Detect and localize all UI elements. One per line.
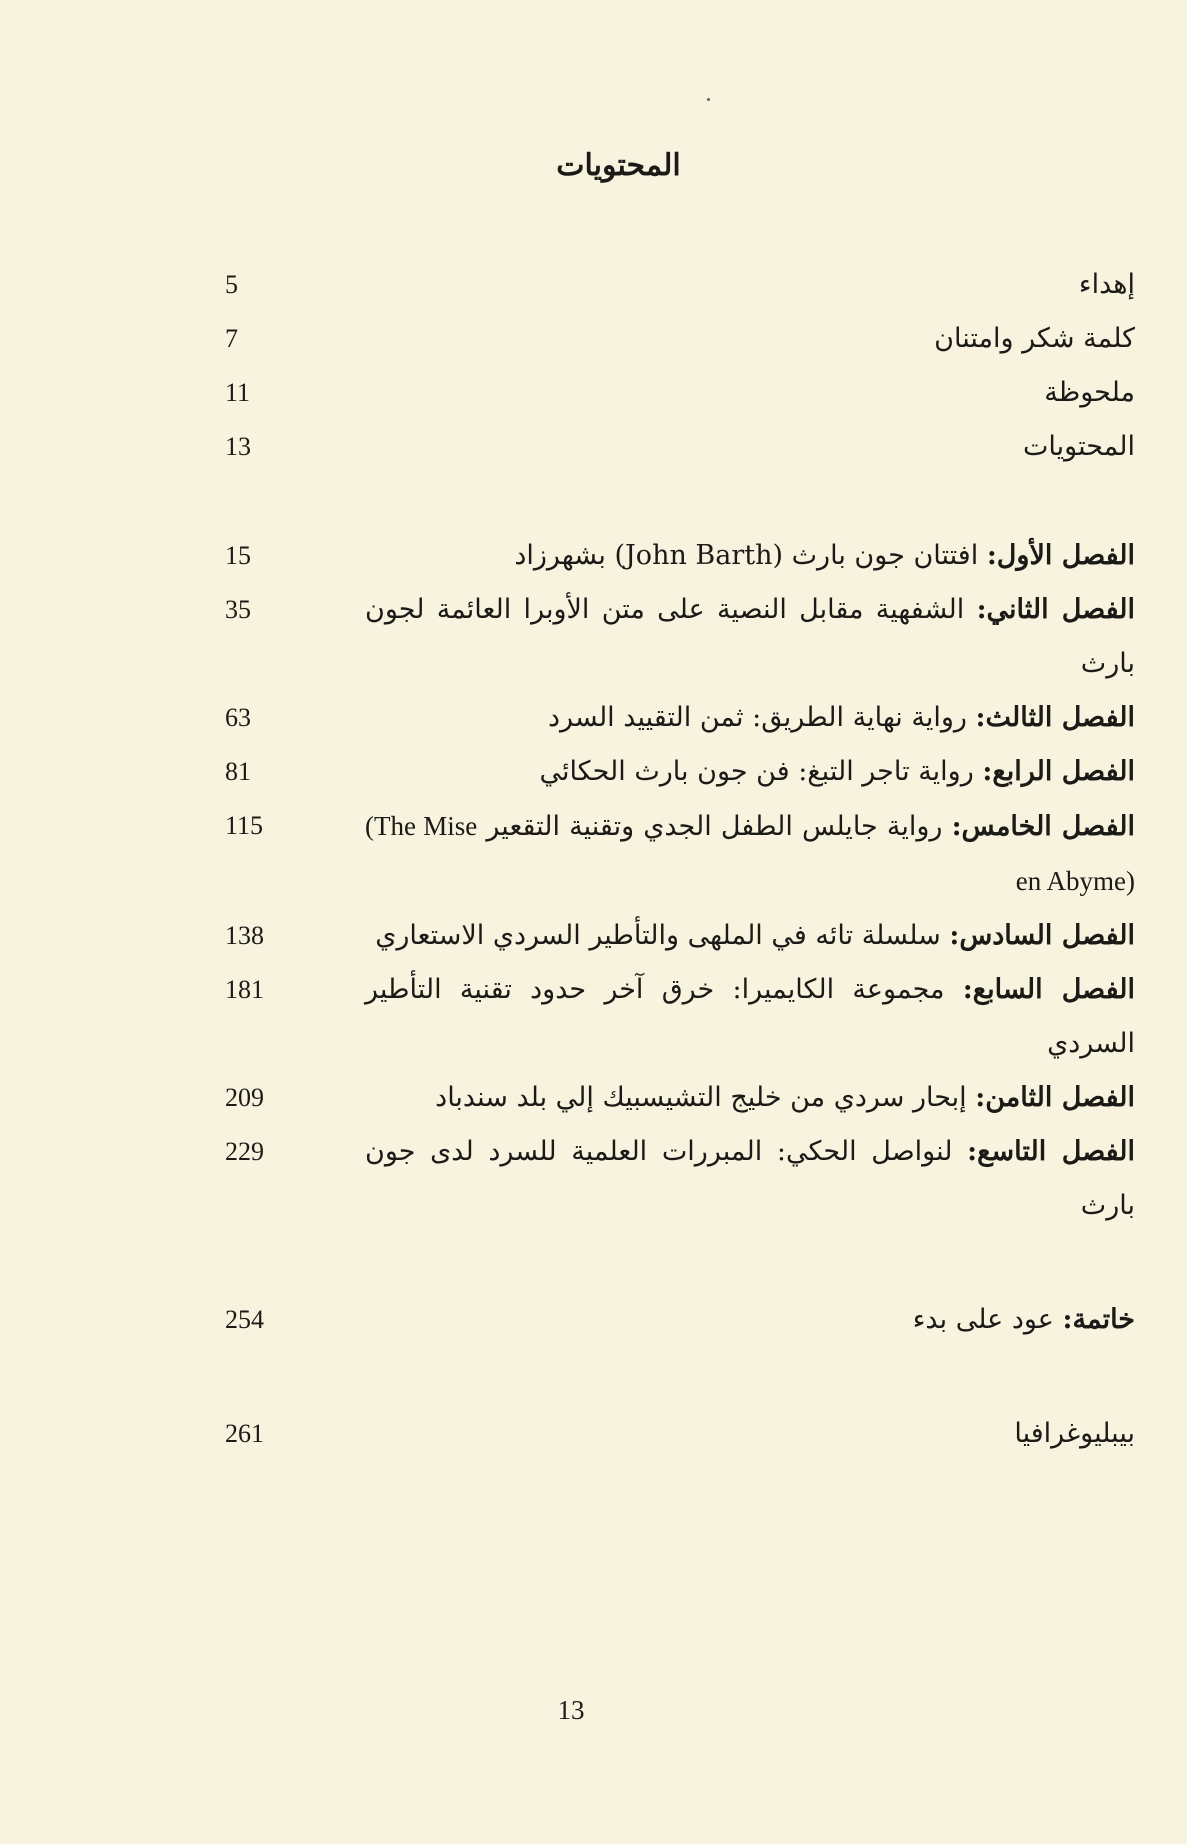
toc-entry-chapter-4 <box>225 745 1135 799</box>
toc-page-number: 7 <box>225 324 238 353</box>
chapter-label: الفصل الأول: <box>986 540 1135 571</box>
toc-entry-chapter-1 <box>225 529 1135 583</box>
chapter-label: الفصل السابع: <box>962 974 1135 1005</box>
toc-entry-title <box>365 963 1135 1071</box>
toc-entry-chapter-8 <box>225 1071 1135 1125</box>
toc-entry-title <box>365 529 1135 583</box>
chapter-label: خاتمة: <box>1062 1304 1135 1335</box>
toc-entry-title <box>365 691 1135 745</box>
toc-page-number: 15 <box>225 541 251 570</box>
chapter-label: الفصل الثامن: <box>975 1082 1135 1113</box>
chapter-label: الفصل الثاني: <box>976 594 1135 625</box>
chapter-label: الفصل الرابع: <box>982 756 1135 787</box>
chapter-title-latin: (The Mise en Abyme) <box>365 811 1135 896</box>
toc-page-number: 261 <box>225 1419 264 1448</box>
chapter-title: افتتان جون بارث (John Barth) بشهرزاد <box>514 540 979 571</box>
toc-page-number: 5 <box>225 270 238 299</box>
toc-page-number: 115 <box>225 811 264 840</box>
toc-entry-title: بيبليوغرافيا <box>1014 1418 1135 1449</box>
toc-page-number: 209 <box>225 1083 264 1112</box>
chapter-title: رواية جايلس الطفل الجدي وتقنية التقعير <box>486 811 943 842</box>
toc-entry-title: إهداء <box>1078 269 1135 300</box>
toc-entry-note <box>225 366 1135 420</box>
toc-page-number: 11 <box>225 378 251 407</box>
print-speck <box>707 98 710 101</box>
toc-entry-chapter-7 <box>225 963 1135 1071</box>
toc-entry-chapter-5 <box>225 799 1135 909</box>
chapter-label: الفصل التاسع: <box>967 1136 1135 1167</box>
toc-page-number: 254 <box>225 1305 264 1334</box>
chapter-title: لنواصل الحكي: المبررات العلمية للسرد لدى جون بارث <box>365 1136 1135 1221</box>
page-number: 13 <box>557 1695 585 1725</box>
toc-entry-bibliography <box>225 1407 1135 1461</box>
toc-entry-title: كلمة شكر وامتنان <box>934 323 1135 354</box>
toc-entry-chapter-2 <box>225 583 1135 691</box>
toc-entry-title <box>365 799 1135 909</box>
chapter-label: الفصل الثالث: <box>975 702 1135 733</box>
toc-entry-title <box>365 745 1135 799</box>
page-title: المحتويات <box>556 148 681 183</box>
table-of-contents <box>225 258 1135 1461</box>
toc-entry-title <box>365 1125 1135 1233</box>
toc-page-number: 35 <box>225 595 251 624</box>
toc-page-number: 229 <box>225 1137 264 1166</box>
chapter-title: إبحار سردي من خليج التشيسبيك إلي بلد سندباد <box>435 1082 967 1113</box>
toc-entry-title: المحتويات <box>1022 431 1135 462</box>
toc-page-number: 81 <box>225 757 251 786</box>
toc-entry-title <box>365 583 1135 691</box>
toc-entry-conclusion <box>225 1293 1135 1347</box>
toc-entry-contents <box>225 420 1135 474</box>
toc-entry-title <box>365 1071 1135 1125</box>
toc-page-number: 138 <box>225 921 264 950</box>
toc-entry-acknowledgements <box>225 312 1135 366</box>
toc-entry-chapter-9 <box>225 1125 1135 1233</box>
toc-entry-chapter-3 <box>225 691 1135 745</box>
toc-entry-title <box>365 909 1135 963</box>
chapter-title: رواية تاجر التبغ: فن جون بارث الحكائي <box>539 756 974 787</box>
toc-entry-dedication <box>225 258 1135 312</box>
toc-entry-title <box>365 1293 1135 1347</box>
chapter-title: عود على بدء <box>912 1304 1054 1335</box>
chapter-title: الشفهية مقابل النصية على متن الأوبرا العائمة لجون بارث <box>365 594 1135 679</box>
toc-page-number: 63 <box>225 703 251 732</box>
toc-page-number: 13 <box>225 432 251 461</box>
toc-page-number: 181 <box>225 975 264 1004</box>
chapter-title: سلسلة تائه في الملهى والتأطير السردي الاستعاري <box>375 920 941 951</box>
toc-entry-chapter-6 <box>225 909 1135 963</box>
chapter-label: الفصل السادس: <box>949 920 1135 951</box>
chapter-title: رواية نهاية الطريق: ثمن التقييد السرد <box>547 702 967 733</box>
section-gap <box>225 1233 1135 1293</box>
toc-entry-title: ملحوظة <box>1044 377 1135 408</box>
chapter-label: الفصل الخامس: <box>951 811 1136 842</box>
chapter-title: مجموعة الكايميرا: خرق آخر حدود تقنية التأطير السردي <box>365 974 1135 1059</box>
section-gap <box>225 474 1135 529</box>
section-gap <box>225 1347 1135 1407</box>
